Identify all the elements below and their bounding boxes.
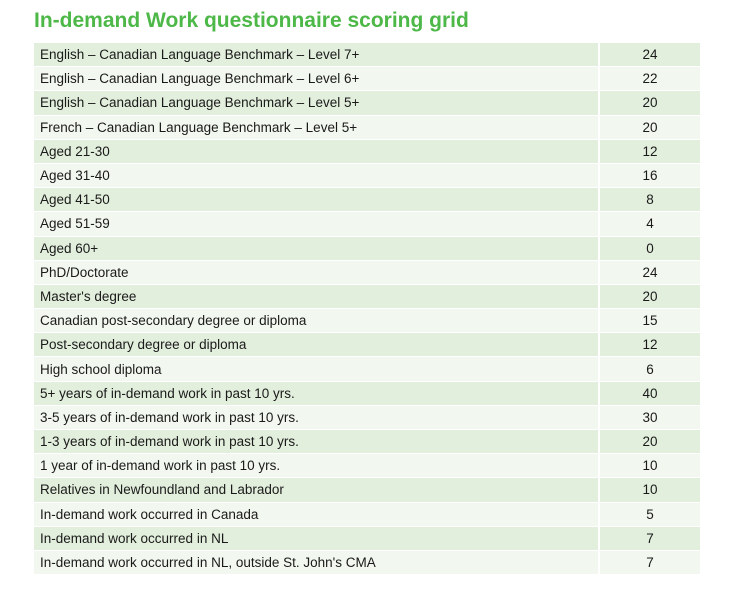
table-row xyxy=(34,163,700,187)
criterion-label: Aged 60+ xyxy=(34,236,599,260)
scoring-grid-body xyxy=(34,43,700,575)
criterion-label: Relatives in Newfoundland and Labrador xyxy=(34,478,599,502)
points-value: 10 xyxy=(599,454,700,478)
table-row xyxy=(34,67,700,91)
points-value: 40 xyxy=(599,381,700,405)
table-row xyxy=(34,236,700,260)
table-row xyxy=(34,139,700,163)
criterion-label: In-demand work occurred in NL xyxy=(34,526,599,550)
table-row xyxy=(34,526,700,550)
criterion-label: English – Canadian Language Benchmark – Level 7+ xyxy=(34,43,599,67)
table-row xyxy=(34,381,700,405)
points-value: 10 xyxy=(599,478,700,502)
points-value: 20 xyxy=(599,430,700,454)
points-value: 8 xyxy=(599,188,700,212)
points-value: 12 xyxy=(599,139,700,163)
points-value: 30 xyxy=(599,405,700,429)
criterion-label: 3-5 years of in-demand work in past 10 yrs. xyxy=(34,405,599,429)
table-row xyxy=(34,115,700,139)
table-row xyxy=(34,188,700,212)
criterion-label: PhD/Doctorate xyxy=(34,260,599,284)
points-value: 12 xyxy=(599,333,700,357)
table-row xyxy=(34,212,700,236)
points-value: 5 xyxy=(599,502,700,526)
points-value: 20 xyxy=(599,91,700,115)
criterion-label: High school diploma xyxy=(34,357,599,381)
criterion-label: In-demand work occurred in NL, outside St. John's CMA xyxy=(34,550,599,574)
points-value: 4 xyxy=(599,212,700,236)
points-value: 7 xyxy=(599,550,700,574)
table-row xyxy=(34,478,700,502)
criterion-label: Aged 21-30 xyxy=(34,139,599,163)
table-row xyxy=(34,333,700,357)
page-title: In-demand Work questionnaire scoring grid xyxy=(34,9,469,32)
points-value: 22 xyxy=(599,67,700,91)
criterion-label: In-demand work occurred in Canada xyxy=(34,502,599,526)
criterion-label: Aged 31-40 xyxy=(34,163,599,187)
points-value: 6 xyxy=(599,357,700,381)
table-row xyxy=(34,43,700,67)
table-row xyxy=(34,91,700,115)
points-value: 20 xyxy=(599,115,700,139)
table-row xyxy=(34,405,700,429)
criterion-label: French – Canadian Language Benchmark – Level 5+ xyxy=(34,115,599,139)
criterion-label: Post-secondary degree or diploma xyxy=(34,333,599,357)
table-row xyxy=(34,454,700,478)
points-value: 0 xyxy=(599,236,700,260)
table-row xyxy=(34,260,700,284)
points-value: 24 xyxy=(599,260,700,284)
points-value: 20 xyxy=(599,284,700,308)
points-value: 24 xyxy=(599,43,700,67)
points-value: 15 xyxy=(599,309,700,333)
criterion-label: English – Canadian Language Benchmark – Level 6+ xyxy=(34,67,599,91)
points-value: 7 xyxy=(599,526,700,550)
scoring-grid-table xyxy=(34,43,700,575)
criterion-label: Canadian post-secondary degree or diploma xyxy=(34,309,599,333)
criterion-label: 1 year of in-demand work in past 10 yrs. xyxy=(34,454,599,478)
table-row xyxy=(34,284,700,308)
table-row xyxy=(34,357,700,381)
table-row xyxy=(34,550,700,574)
table-row xyxy=(34,502,700,526)
table-row xyxy=(34,430,700,454)
criterion-label: English – Canadian Language Benchmark – Level 5+ xyxy=(34,91,599,115)
criterion-label: Aged 51-59 xyxy=(34,212,599,236)
criterion-label: Master's degree xyxy=(34,284,599,308)
points-value: 16 xyxy=(599,163,700,187)
table-row xyxy=(34,309,700,333)
criterion-label: Aged 41-50 xyxy=(34,188,599,212)
criterion-label: 5+ years of in-demand work in past 10 yrs. xyxy=(34,381,599,405)
criterion-label: 1-3 years of in-demand work in past 10 yrs. xyxy=(34,430,599,454)
